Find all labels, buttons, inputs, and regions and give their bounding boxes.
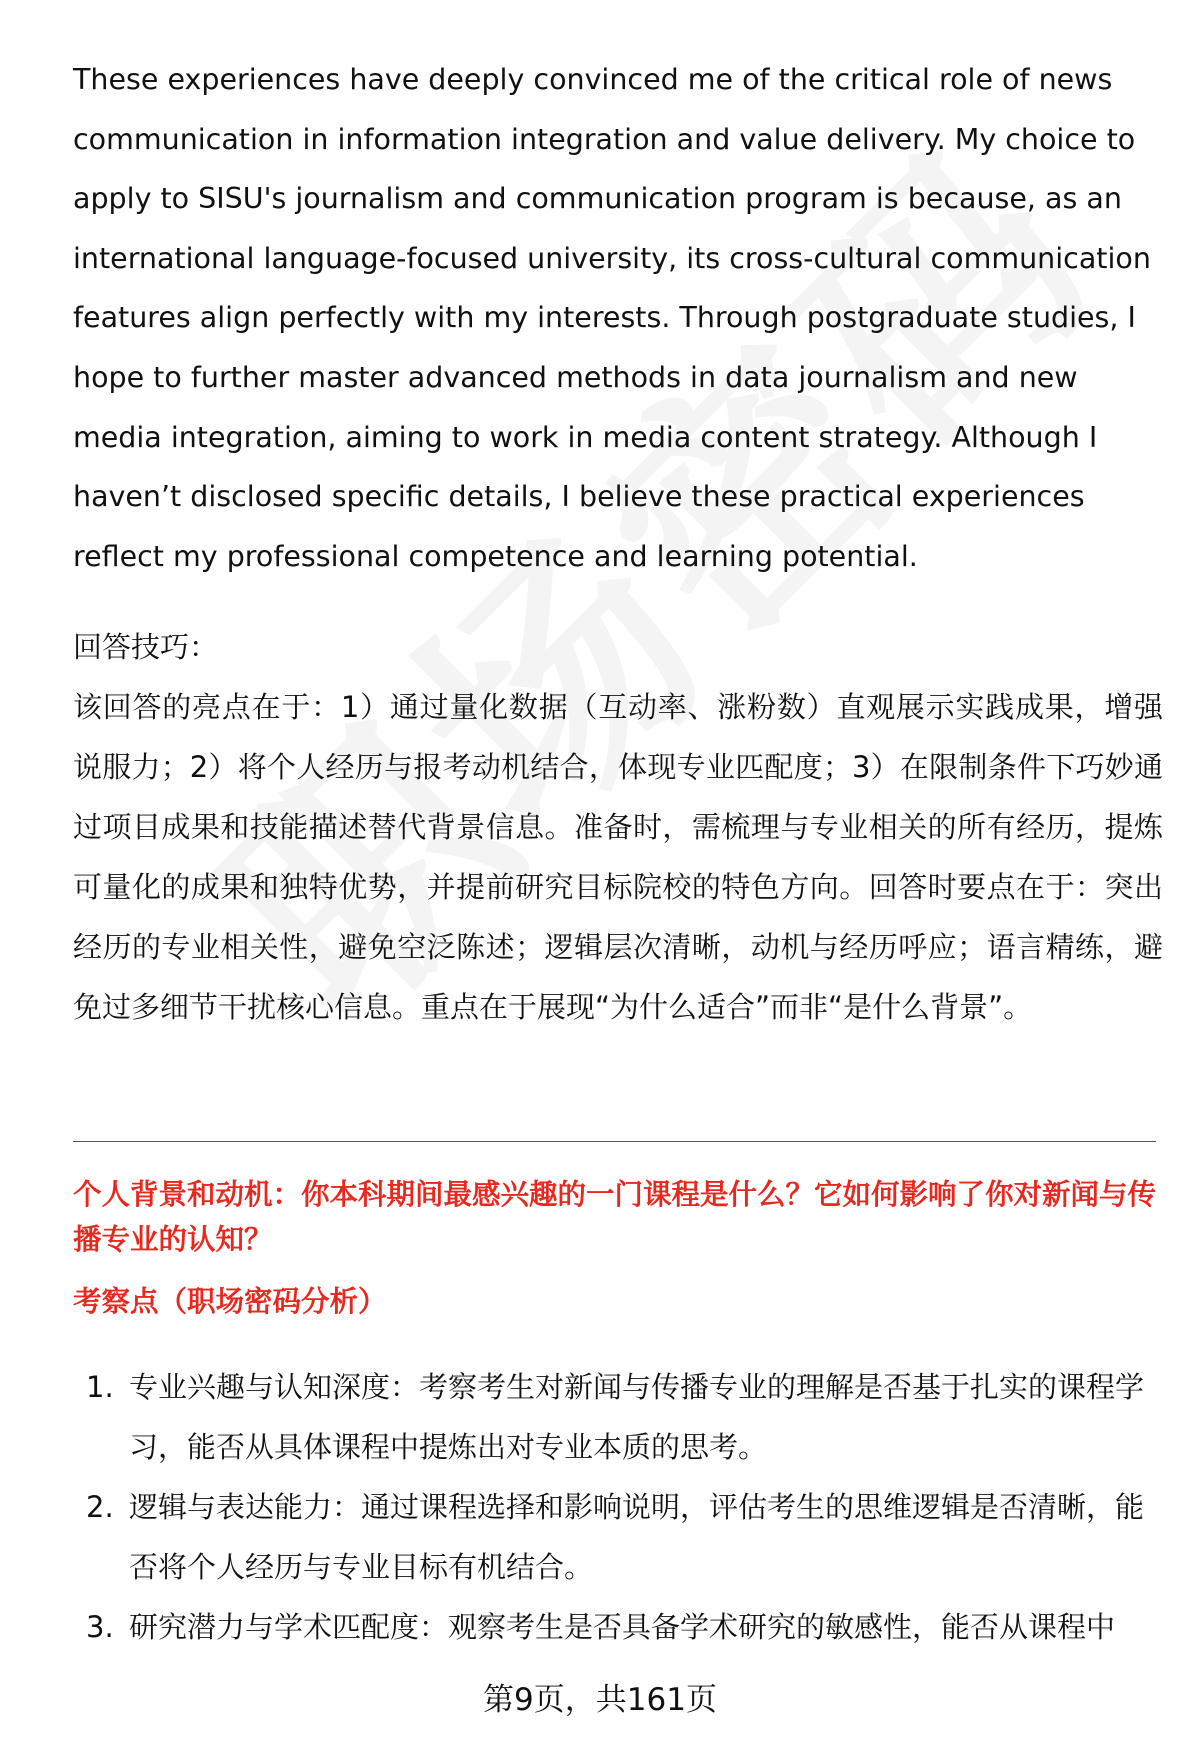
- list-item: [73, 1357, 1163, 1477]
- list-item-number: 2.: [86, 1490, 114, 1524]
- section-divider: [73, 1141, 1156, 1142]
- list-item-number: 3.: [86, 1610, 114, 1644]
- tips-title: 回答技巧：: [73, 630, 219, 664]
- page-footer: 第9页，共161页: [483, 1682, 717, 1718]
- list-item-text: 研究潜力与学术匹配度：观察考生是否具备学术研究的敏感性，能否从课程中: [129, 1610, 1116, 1644]
- list-item: [73, 1597, 1163, 1657]
- question-heading: 个人背景和动机：你本科期间最感兴趣的一门课程是什么？它如何影响了你对新闻与传播专业的认知？: [73, 1178, 1157, 1256]
- tips-body: 该回答的亮点在于：1）通过量化数据（互动率、涨粉数）直观展示实践成果，增强说服力；2）将个人经历与报考动机结合，体现专业匹配度；3）在限制条件下巧妙通过项目成果和技能描述替代背景信息。准备时，需梳理与专业相关的所有经历，提炼可量化的成果和独特优势，并提前研究目标院校的特色方向。回答时要点在于：突出经历的专业相关性，避免空泛陈述；逻辑层次清晰，动机与经历呼应；语言精练，避免过多细节干扰核心信息。重点在于展现“为什么适合”而非“是什么背景”。: [73, 690, 1163, 1024]
- list-item-text: 专业兴趣与认知深度：考察考生对新闻与传播专业的理解是否基于扎实的课程学习，能否从具体课程中提炼出对专业本质的思考。: [129, 1370, 1145, 1464]
- analysis-title: 考察点（职场密码分析）: [73, 1285, 387, 1318]
- list-item-text: 逻辑与表达能力：通过课程选择和影响说明，评估考生的思维逻辑是否清晰，能否将个人经历与专业目标有机结合。: [129, 1490, 1145, 1584]
- english-paragraph: These experiences have deeply convinced me of the critical role of news communication in information integration and value delivery. My choice to apply to SISU's journalism and communication program is because, as an international language-focused university, its cross-cultural communication features align perfectly with my interests. Through postgraduate studies, I hope to further master advanced methods in data journalism and new media integration, aiming to work in media content strategy. Although I haven’t disclosed specific details, I believe these practical experiences reflect my professional competence and learning potential.: [73, 63, 1151, 573]
- list-item: [73, 1477, 1163, 1597]
- analysis-list: [73, 1357, 1163, 1657]
- list-item-number: 1.: [86, 1370, 114, 1404]
